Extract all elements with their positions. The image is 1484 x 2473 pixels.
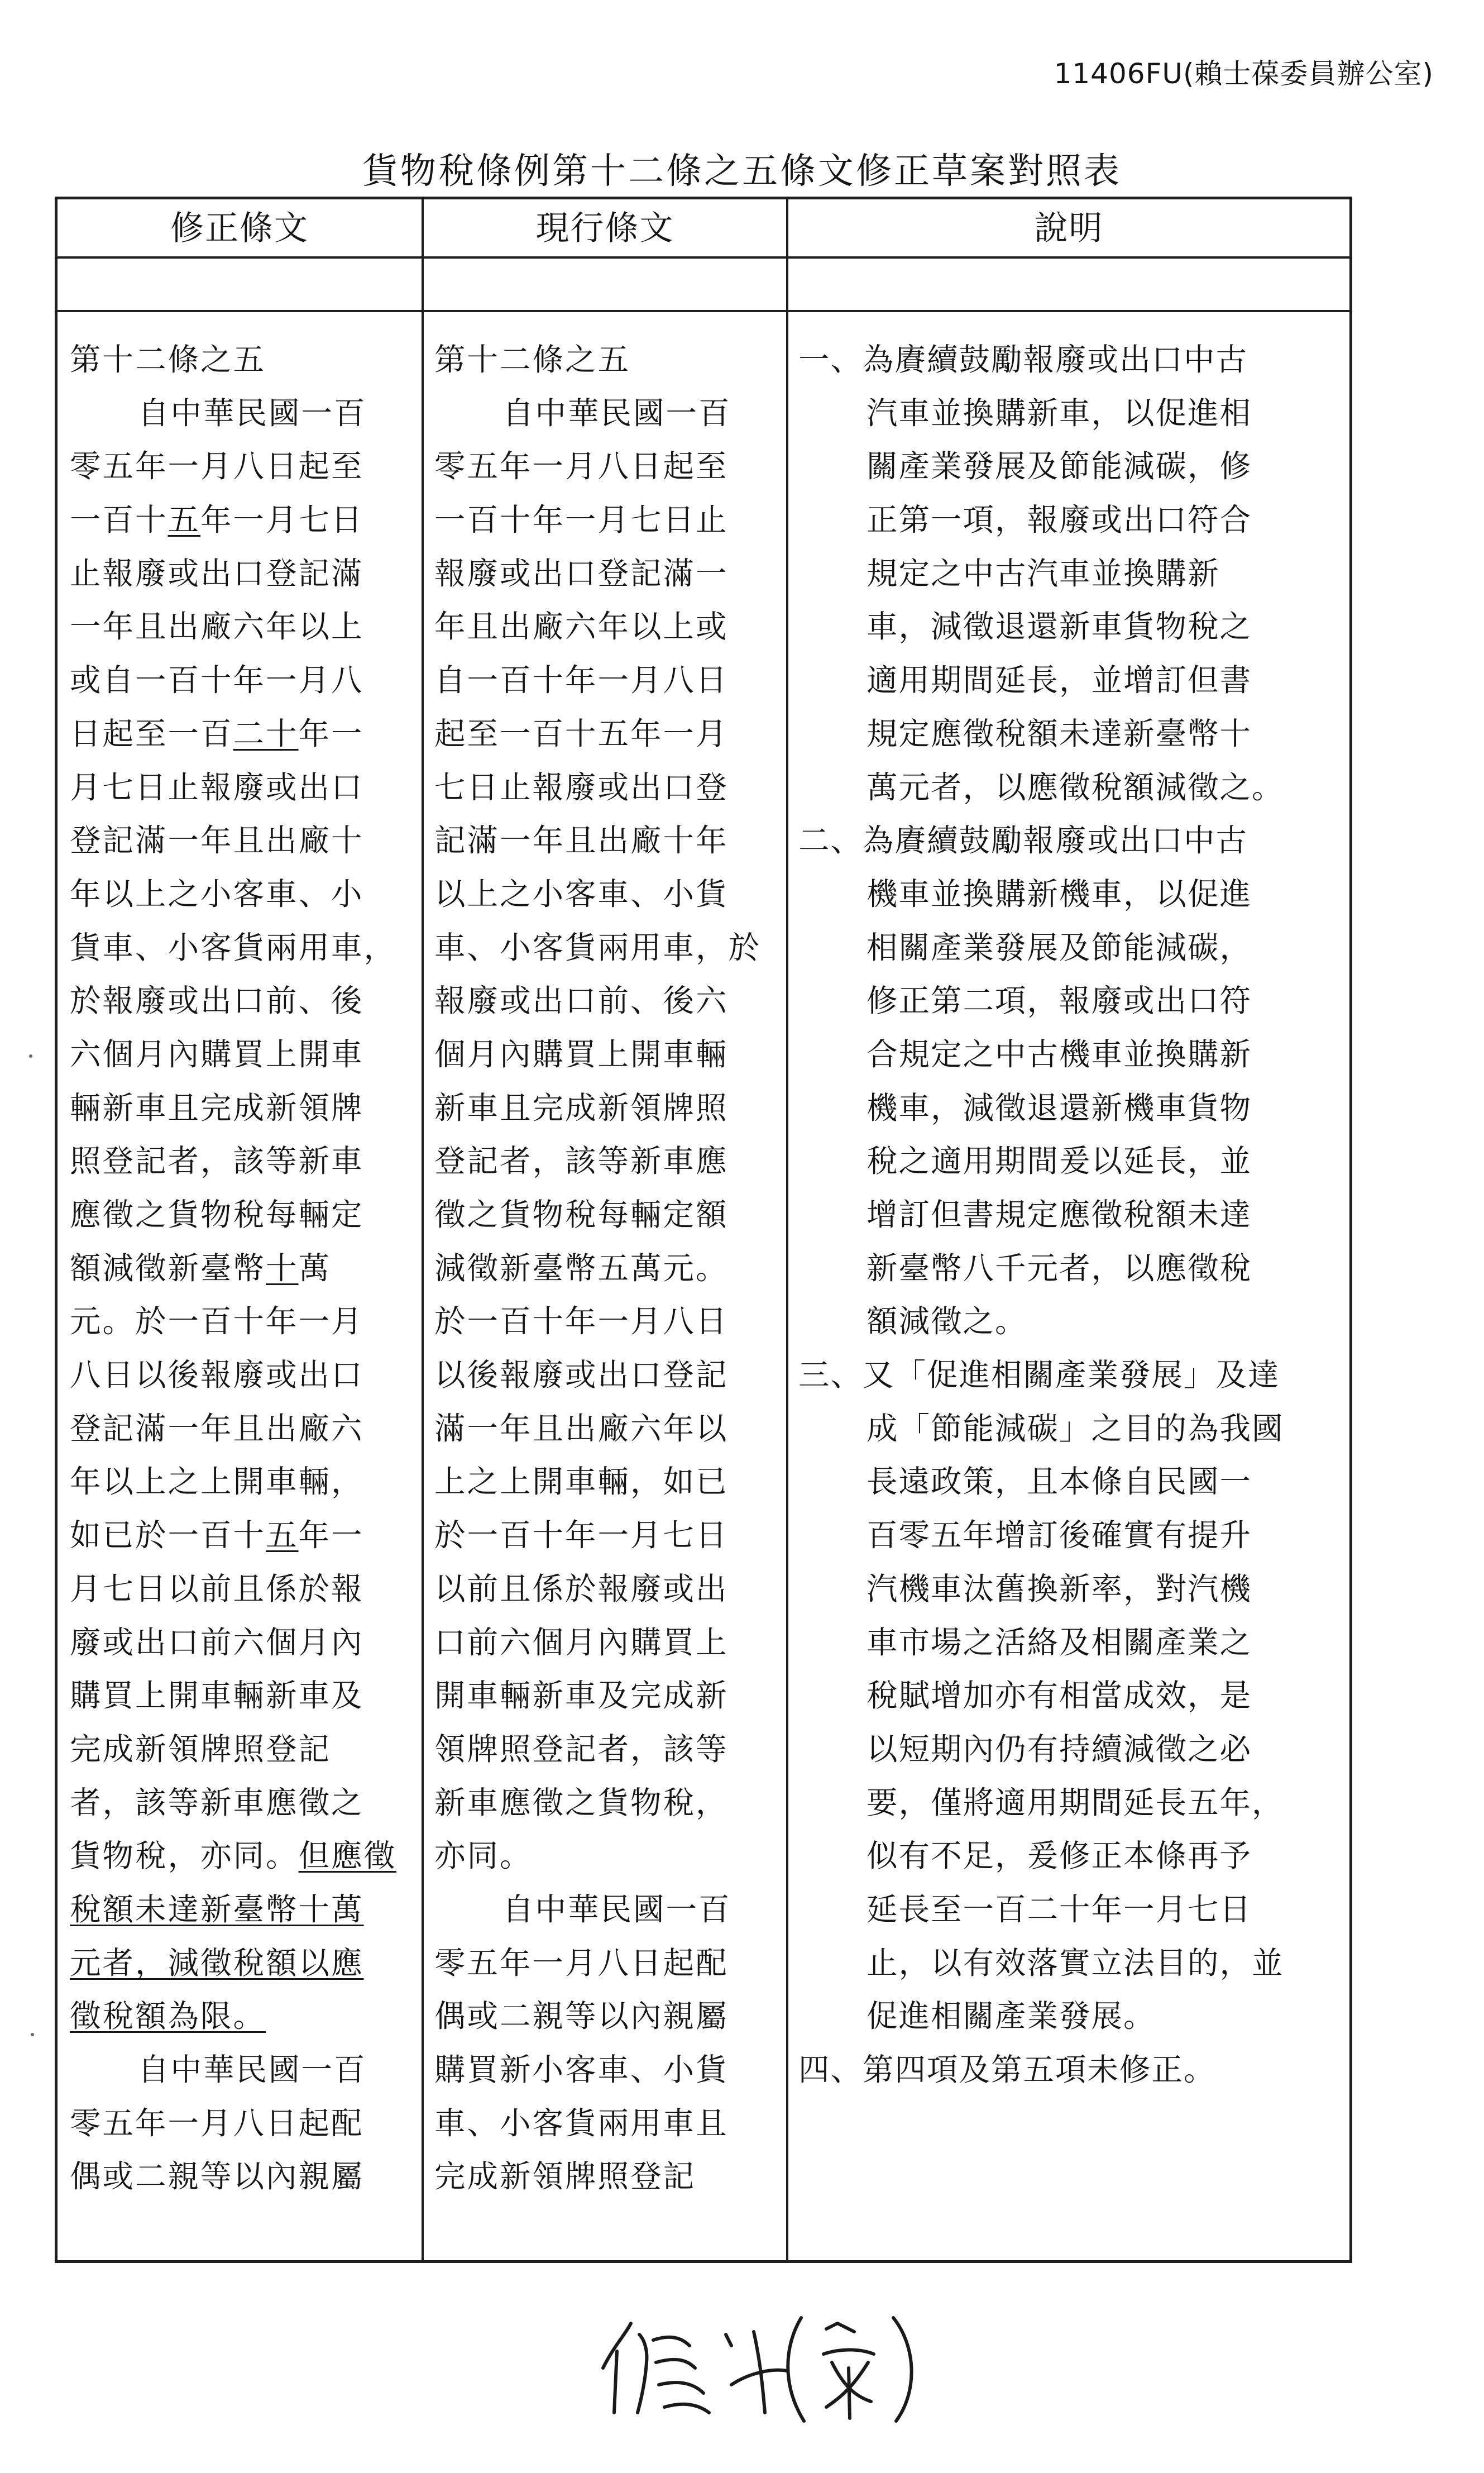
explanation-line: 二、為賡續鼓勵報廢或出口中古	[798, 823, 1248, 860]
amended-text: 一百十	[70, 502, 168, 539]
amended-provision-text	[70, 333, 416, 2204]
amended-text: 廢或出口前六個月內	[70, 1624, 364, 1661]
explanation-line: 延長至一百二十年一月七日	[867, 1891, 1252, 1928]
amended-text: 年一	[298, 1517, 364, 1554]
amended-text: 登記滿一年且出廠六	[70, 1410, 364, 1447]
amended-text-underlined: 稅額未達新臺幣十萬	[70, 1891, 364, 1928]
amended-line	[70, 1509, 416, 1563]
amended-line	[70, 494, 416, 547]
explanation-line: 合規定之中古機車並換購新	[867, 1036, 1252, 1073]
explanation-line: 關產業發展及節能減碳，修	[867, 448, 1252, 485]
handwritten-signature	[592, 2301, 949, 2429]
explanation-line: 汽車並換購新車，以促進相	[867, 395, 1252, 432]
amended-line	[70, 1295, 416, 1349]
amended-line	[70, 1616, 416, 1670]
explanation-line: 萬元者，以應徵稅額減徵之。	[867, 769, 1284, 806]
amended-line	[70, 1028, 416, 1082]
scan-speck	[29, 1054, 32, 1058]
amended-text: 八日以後報廢或出口	[70, 1357, 364, 1394]
amended-text: 年一	[298, 715, 364, 752]
explanation-line: 修正第二項，報廢或出口符	[867, 983, 1252, 1020]
amended-line	[70, 1135, 416, 1188]
amended-text: 如已於一百十	[70, 1517, 266, 1554]
current-line: 第十二條之五	[434, 342, 631, 378]
amended-line	[70, 1830, 416, 1883]
amended-text: 完成新領牌照登記	[70, 1731, 332, 1768]
amended-text: 年一月七日	[200, 502, 364, 539]
amended-line	[70, 1349, 416, 1402]
explanation-line: 促進相關產業發展。	[867, 1998, 1156, 2035]
explanation-line: 機車，減徵退還新機車貨物	[867, 1090, 1252, 1126]
current-line: 起至一百十五年一月	[434, 715, 729, 752]
explanation-line: 似有不足，爰修正本條再予	[867, 1838, 1252, 1875]
current-line: 以上之小客車、小貨	[434, 876, 729, 913]
amended-line	[70, 814, 416, 868]
amended-line	[70, 1402, 416, 1456]
explanation-text	[798, 333, 1348, 2097]
header-amended-provision: 修正條文	[170, 209, 309, 248]
current-line: 記滿一年且出廠十年	[434, 823, 729, 860]
amended-line	[70, 1883, 416, 1937]
explanation-line: 增訂但書規定應徵稅額未達	[867, 1197, 1252, 1233]
current-line: 於一百十年一月八日	[434, 1304, 729, 1340]
explanation-line: 車市場之活絡及相關產業之	[867, 1624, 1252, 1661]
amended-line	[70, 600, 416, 654]
amended-text-underlined: 二十	[233, 715, 299, 752]
current-line: 七日止報廢或出口登	[434, 769, 729, 806]
explanation-line: 長遠政策，且本條自民國一	[867, 1464, 1252, 1501]
current-line: 個月內購買上開車輛	[434, 1036, 729, 1073]
comparison-table	[55, 197, 1352, 2263]
amended-text: 第十二條之五	[70, 342, 266, 378]
amended-text: 月七日止報廢或出口	[70, 769, 364, 806]
current-line: 新車應徵之貨物稅，	[434, 1784, 729, 1821]
current-line: 減徵新臺幣五萬元。	[434, 1250, 729, 1287]
current-line: 完成新領牌照登記	[434, 2159, 696, 2195]
amended-line	[70, 547, 416, 601]
explanation-line: 額減徵之。	[867, 1304, 1027, 1340]
explanation-line: 成「節能減碳」之目的為我國	[867, 1410, 1284, 1447]
amended-text-underlined: 十	[266, 1250, 299, 1287]
current-line: 自中華民國一百	[502, 1891, 731, 1928]
explanation-line: 相關產業發展及節能減碳，	[867, 929, 1252, 966]
amended-text: 零五年一月八日起配	[70, 2105, 364, 2142]
amended-line	[70, 1242, 416, 1296]
explanation-line: 要，僅將適用期間延長五年，	[867, 1784, 1284, 1821]
amended-text-underlined: 但應徵	[298, 1838, 397, 1875]
amended-line	[70, 440, 416, 494]
scan-speck	[31, 2033, 34, 2036]
amended-line	[70, 2097, 416, 2151]
amended-text: 日起至一百	[70, 715, 233, 752]
current-line: 自一百十年一月八日	[434, 662, 729, 699]
amended-line	[70, 333, 416, 387]
current-line: 亦同。	[434, 1838, 533, 1875]
explanation-line: 規定應徵稅額未達新臺幣十	[867, 715, 1252, 752]
amended-text: 者，該等新車應徵之	[70, 1784, 364, 1821]
amended-line	[70, 1669, 416, 1723]
amended-text: 登記滿一年且出廠十	[70, 823, 364, 860]
current-line: 新車且完成新領牌照	[434, 1090, 729, 1126]
current-line: 於一百十年一月七日	[434, 1517, 729, 1554]
amended-text: 萬	[298, 1250, 332, 1287]
explanation-line: 正第一項，報廢或出口符合	[867, 502, 1252, 539]
current-line: 偶或二親等以內親屬	[434, 1998, 729, 2035]
amended-line	[70, 2150, 416, 2204]
current-line: 登記者，該等新車應	[434, 1143, 729, 1180]
amended-line	[70, 654, 416, 708]
current-line: 以前且係於報廢或出	[434, 1570, 729, 1607]
current-line: 自中華民國一百	[502, 395, 731, 432]
amended-text: 照登記者，該等新車	[70, 1143, 364, 1180]
current-line: 年且出廠六年以上或	[434, 609, 729, 646]
current-line: 徵之貨物稅每輛定額	[434, 1197, 729, 1233]
amended-line	[70, 1990, 416, 2044]
explanation-line: 四、第四項及第五項未修正。	[798, 2052, 1216, 2088]
explanation-line: 稅之適用期間爰以延長，並	[867, 1143, 1252, 1180]
explanation-line: 新臺幣八千元者，以應徵稅	[867, 1250, 1252, 1287]
column-divider	[422, 199, 424, 2260]
amended-text: 購買上開車輛新車及	[70, 1678, 364, 1715]
amended-line	[70, 1563, 416, 1616]
explanation-line: 止，以有效落實立法目的，並	[867, 1945, 1284, 1982]
amended-line	[70, 1082, 416, 1135]
header-explanation: 說明	[1034, 209, 1104, 248]
amended-text: 自中華民國一百	[138, 2052, 367, 2088]
amended-text-underlined: 五	[167, 502, 201, 539]
current-line: 報廢或出口登記滿一	[434, 555, 729, 592]
current-line: 上之上開車輛，如已	[434, 1464, 729, 1501]
current-line: 口前六個月內購買上	[434, 1624, 729, 1661]
amended-line	[70, 1188, 416, 1242]
explanation-line: 三、又「促進相關產業發展」及達	[798, 1357, 1280, 1394]
explanation-line: 汽機車汰舊換新率，對汽機	[867, 1570, 1252, 1607]
amended-line	[70, 868, 416, 922]
explanation-line: 以短期內仍有持續減徵之必	[867, 1731, 1252, 1768]
explanation-line: 車，減徵退還新車貨物稅之	[867, 609, 1252, 646]
current-line: 零五年一月八日起配	[434, 1945, 729, 1982]
document-title: 貨物稅條例第十二條之五條文修正草案對照表	[362, 151, 1122, 192]
blank-row-divider	[58, 310, 1349, 312]
current-line: 車、小客貨兩用車且	[434, 2105, 729, 2142]
amended-text-underlined: 元者，減徵稅額以應	[70, 1945, 364, 1982]
current-line: 以後報廢或出口登記	[434, 1357, 729, 1394]
amended-line	[70, 1455, 416, 1509]
current-line: 領牌照登記者，該等	[434, 1731, 729, 1768]
current-provision-text	[434, 333, 781, 2204]
amended-text: 月七日以前且係於報	[70, 1570, 364, 1607]
explanation-line: 稅賦增加亦有相當成效，是	[867, 1678, 1252, 1715]
amended-text: 輛新車且完成新領牌	[70, 1090, 364, 1126]
current-line: 車、小客貨兩用車，於	[434, 929, 762, 966]
amended-text: 六個月內購買上開車	[70, 1036, 364, 1073]
amended-text: 零五年一月八日起至	[70, 448, 364, 485]
amended-text: 額減徵新臺幣	[70, 1250, 266, 1287]
amended-line	[70, 975, 416, 1028]
amended-text: 於報廢或出口前、後	[70, 983, 364, 1020]
current-line: 零五年一月八日起至	[434, 448, 729, 485]
amended-text: 貨物稅，亦同。	[70, 1838, 299, 1875]
explanation-line: 適用期間延長，並增訂但書	[867, 662, 1252, 699]
column-divider	[786, 199, 788, 2260]
amended-text: 應徵之貨物稅每輛定	[70, 1197, 364, 1233]
current-line: 購買新小客車、小貨	[434, 2052, 729, 2088]
explanation-line: 百零五年增訂後確實有提升	[867, 1517, 1252, 1554]
amended-text: 年以上之上開車輛，	[70, 1464, 364, 1501]
header-current-provision: 現行條文	[535, 209, 674, 248]
current-line: 滿一年且出廠六年以	[434, 1410, 729, 1447]
amended-text: 偶或二親等以內親屬	[70, 2159, 364, 2195]
amended-line	[70, 1777, 416, 1830]
amended-text: 自中華民國一百	[138, 395, 367, 432]
amended-line	[70, 761, 416, 815]
amended-text: 或自一百十年一月八	[70, 662, 364, 699]
amended-line	[70, 387, 416, 441]
current-line: 開車輛新車及完成新	[434, 1678, 729, 1715]
explanation-line: 規定之中古汽車並換購新	[867, 555, 1220, 592]
amended-text-underlined: 徵稅額為限。	[70, 1998, 266, 2035]
amended-text-underlined: 五	[266, 1517, 299, 1554]
explanation-line: 機車並換購新機車，以促進	[867, 876, 1252, 913]
amended-text: 止報廢或出口登記滿	[70, 555, 364, 592]
office-reference: 11406FU(賴士葆委員辦公室)	[1054, 58, 1434, 90]
amended-text: 年以上之小客車、小	[70, 876, 364, 913]
amended-line	[70, 1937, 416, 1990]
amended-line	[70, 1723, 416, 1777]
amended-line	[70, 708, 416, 761]
amended-text: 一年且出廠六年以上	[70, 609, 364, 646]
explanation-line: 一、為賡續鼓勵報廢或出口中古	[798, 342, 1248, 378]
current-line: 報廢或出口前、後六	[434, 983, 729, 1020]
current-line: 一百十年一月七日止	[434, 502, 729, 539]
amended-line	[70, 922, 416, 975]
amended-line	[70, 2044, 416, 2097]
amended-text: 貨車、小客貨兩用車，	[70, 929, 397, 966]
amended-text: 元。於一百十年一月	[70, 1304, 364, 1340]
